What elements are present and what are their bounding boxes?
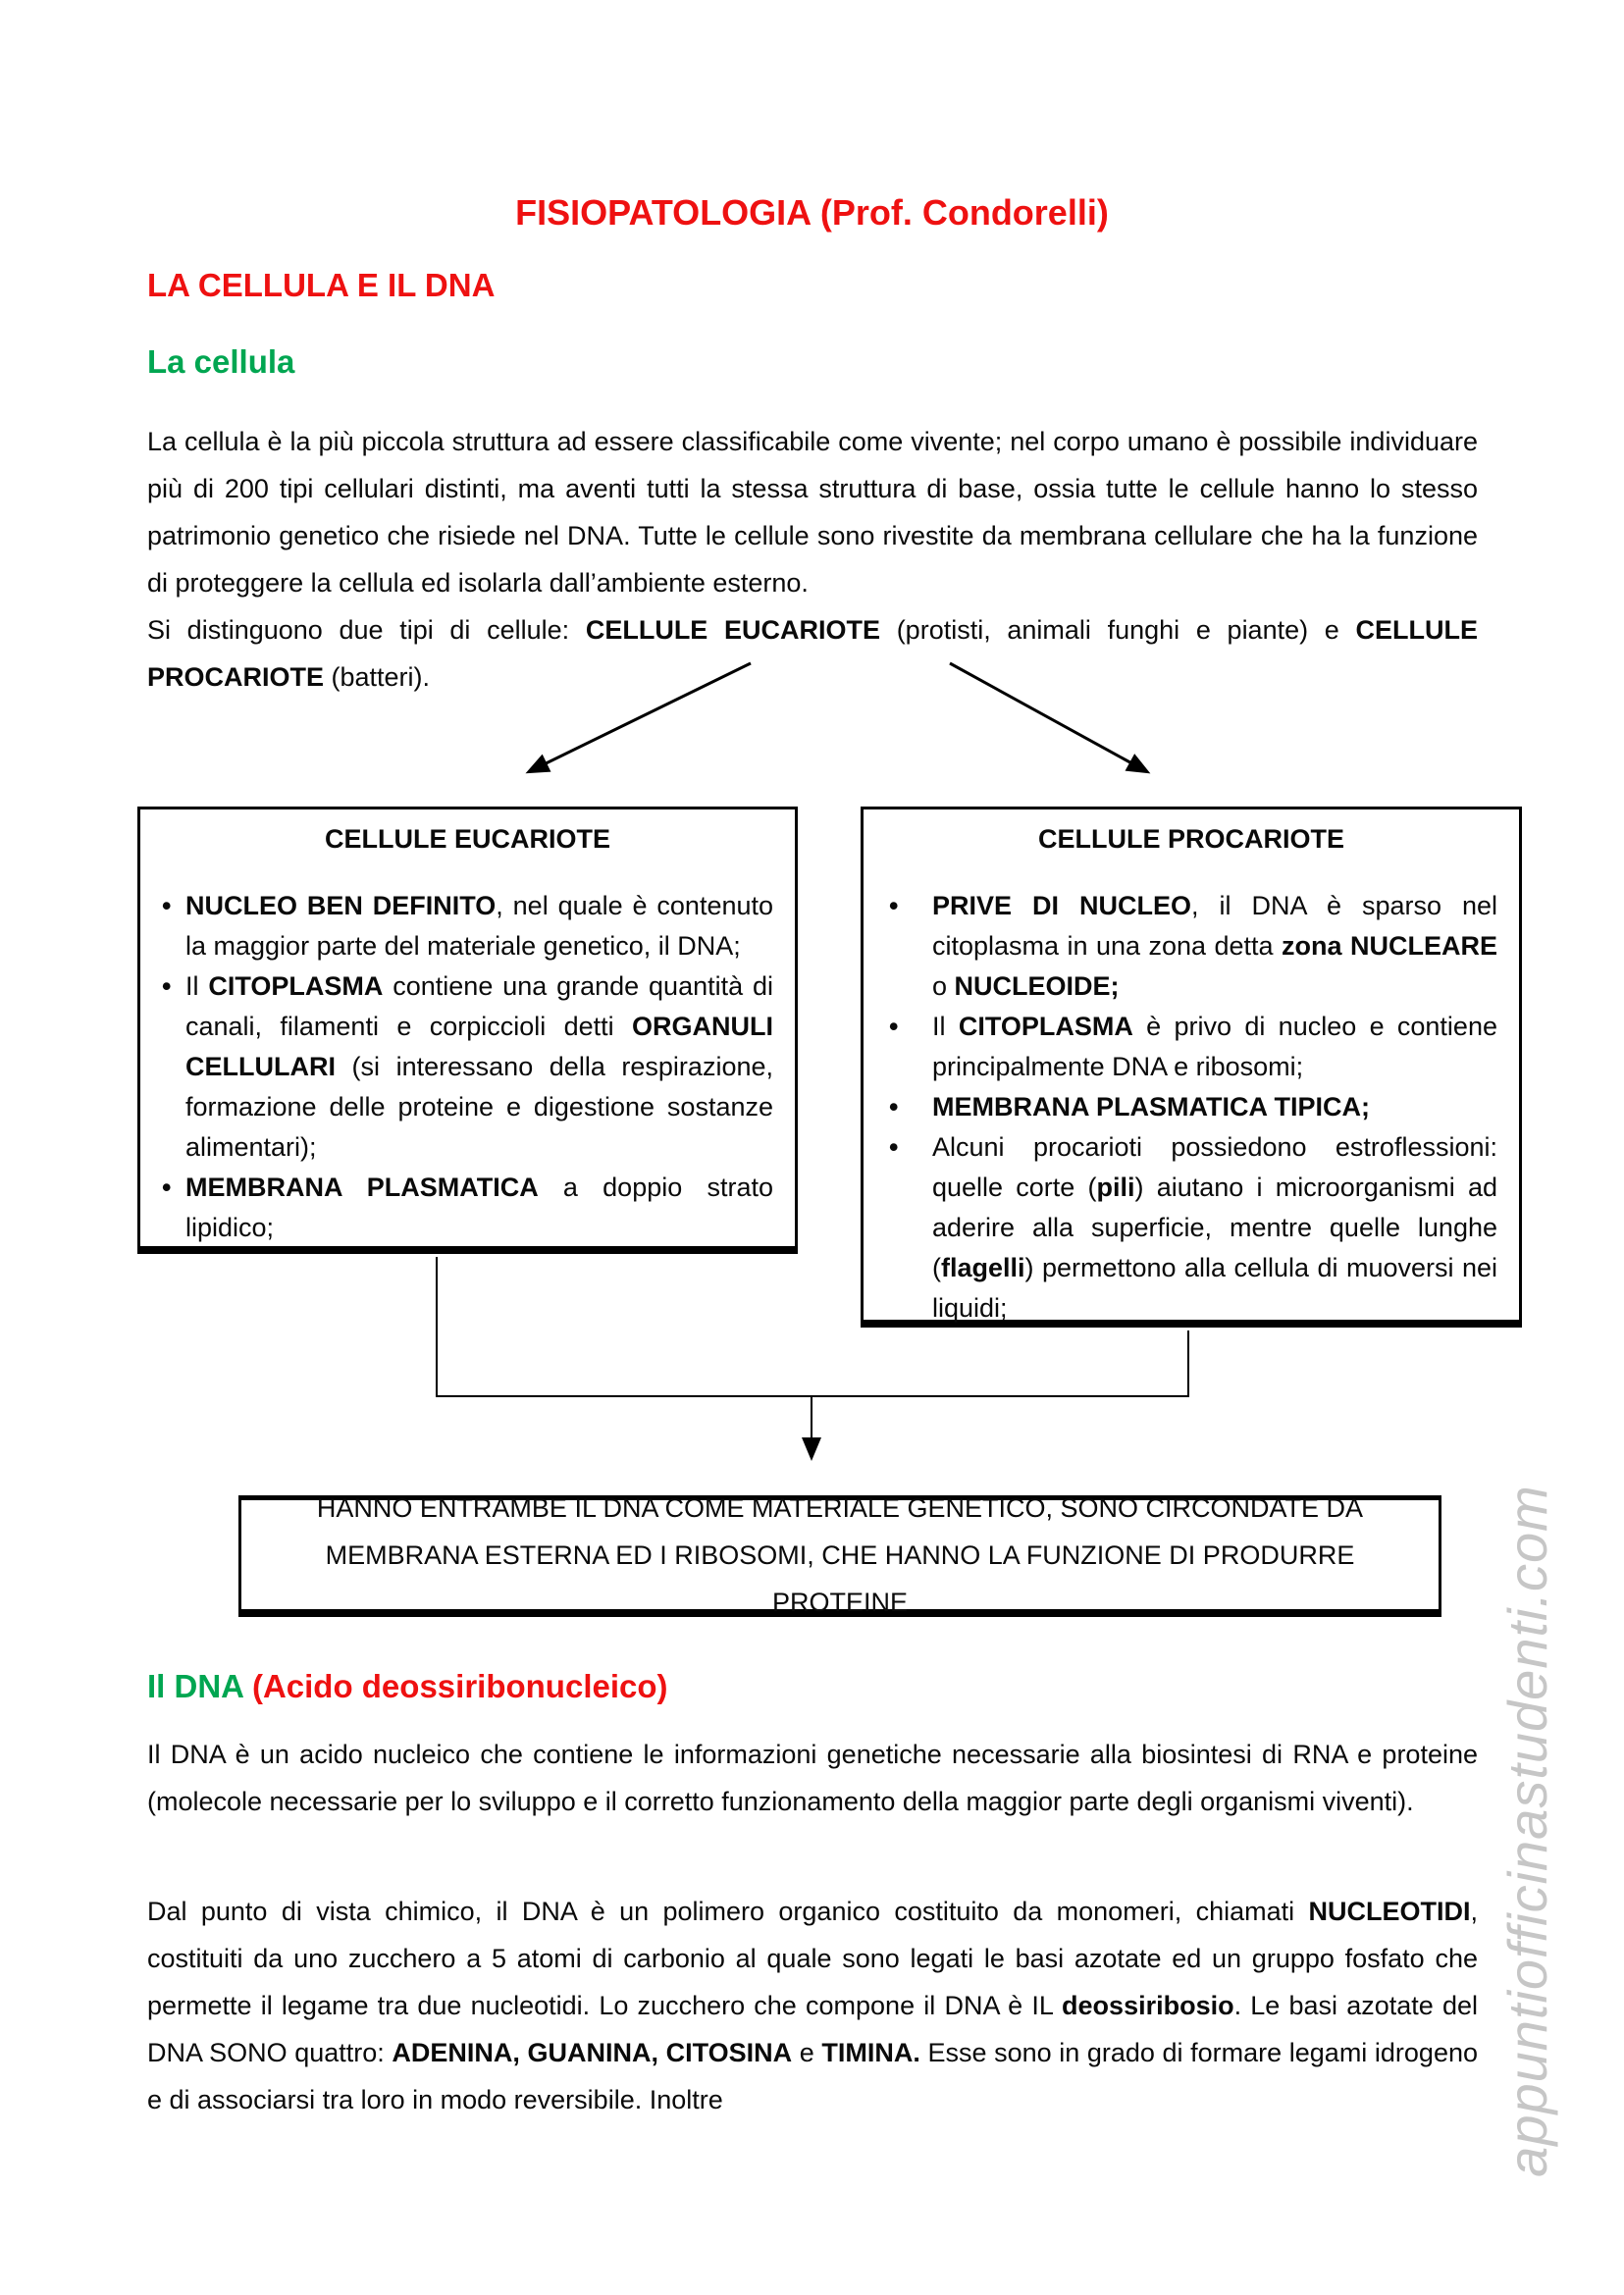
procariote-box-header: CELLULE PROCARIOTE: [1037, 824, 1344, 854]
list-item: • NUCLEO BEN DEFINITO, nel quale è contenuto la maggior parte del materiale genetico, il DNA;: [185, 886, 773, 966]
procariote-box: [861, 807, 1522, 1328]
eucariote-box-header: CELLULE EUCARIOTE: [324, 824, 610, 854]
paragraph-cellula-intro: La cellula è la più piccola struttura ad essere classificabile come vivente; nel corpo umano è possibile individuare più di 200 tipi cellulari distinti, ma aventi tutti la stessa struttura di base, ossia tutte le cellule hanno lo stesso patrimonio genetico che risiede nel DNA. Tutte le cellule sono rivestite da membrana cellulare che ha la funzione di proteggere la cellula ed isolarla dall’ambiente esterno.: [147, 427, 1478, 598]
list-item: • Alcuni procarioti possiedono estroflessioni: quelle corte (pili) aiutano i microorganismi ad aderire alla superficie, mentre quelle lunghe (flagelli) permettono alla cellula di muoversi nei liquidi;: [932, 1127, 1497, 1329]
list-item: • MEMBRANA PLASMATICA TIPICA;: [932, 1087, 1497, 1127]
section-heading: LA CELLULA E IL DNA: [147, 267, 496, 303]
subsection-la-cellula: La cellula: [147, 343, 295, 380]
list-item: • Il CITOPLASMA contiene una grande quantità di canali, filamenti e corpiccioli detti ORGANULI CELLULARI (si interessano della respirazione, formazione delle proteine e digestione sostanze alimentari);: [185, 966, 773, 1168]
eucariote-box: [137, 807, 798, 1254]
paragraph-dna-chimica: Dal punto di vista chimico, il DNA è un polimero organico costituito da monomeri, chiamati NUCLEOTIDI, costituiti da uno zucchero a 5 atomi di carbonio al quale sono legati le basi azotate ed un gruppo fosfato che permette il legame tra due nucleotidi. Lo zucchero che compone il DNA è IL deossiribosio. Le basi azotate del DNA SONO quattro: ADENINA, GUANINA, CITOSINA e TIMINA. Esse sono in grado di formare legami idrogeno e di associarsi tra loro in modo reversibile. Inoltre: [147, 1897, 1478, 2114]
watermark-text: appuntiofficinastudenti.com: [1496, 1485, 1558, 2177]
list-item: • Il CITOPLASMA è privo di nucleo e contiene principalmente DNA e ribosomi;: [932, 1007, 1497, 1087]
summary-text: HANNO ENTRAMBE IL DNA COME MATERIALE GENETICO, SONO CIRCONDATE DA MEMBRANA ESTERNA ED I RIBOSOMI, CHE HANNO LA FUNZIONE DI PRODURRE PROTEINE: [316, 1492, 1364, 1617]
paragraph-dna-intro: Il DNA è un acido nucleico che contiene le informazioni genetiche necessarie alla biosintesi di RNA e proteine (molecole necessarie per lo sviluppo e il corretto funzionamento della maggior parte degli organismi viventi).: [147, 1740, 1478, 1816]
procariote-bullet-list: [885, 886, 1497, 1329]
page-title: FISIOPATOLOGIA (Prof. Condorelli): [515, 192, 1109, 233]
paragraph-due-tipi: Si distinguono due tipi di cellule: CELLULE EUCARIOTE (protisti, animali funghi e piante) e CELLULE PROCARIOTE (batteri).: [147, 615, 1478, 692]
subsection-il-dna: Il DNA (Acido deossiribonucleico): [147, 1668, 668, 1704]
summary-box: [238, 1492, 1441, 1617]
list-item: • MEMBRANA PLASMATICA a doppio strato lipidico;: [185, 1168, 773, 1248]
list-item: • PRIVE DI NUCLEO, il DNA è sparso nel citoplasma in una zona detta zona NUCLEARE o NUCLEOIDE;: [932, 886, 1497, 1007]
eucariote-bullet-list: [162, 886, 773, 1248]
